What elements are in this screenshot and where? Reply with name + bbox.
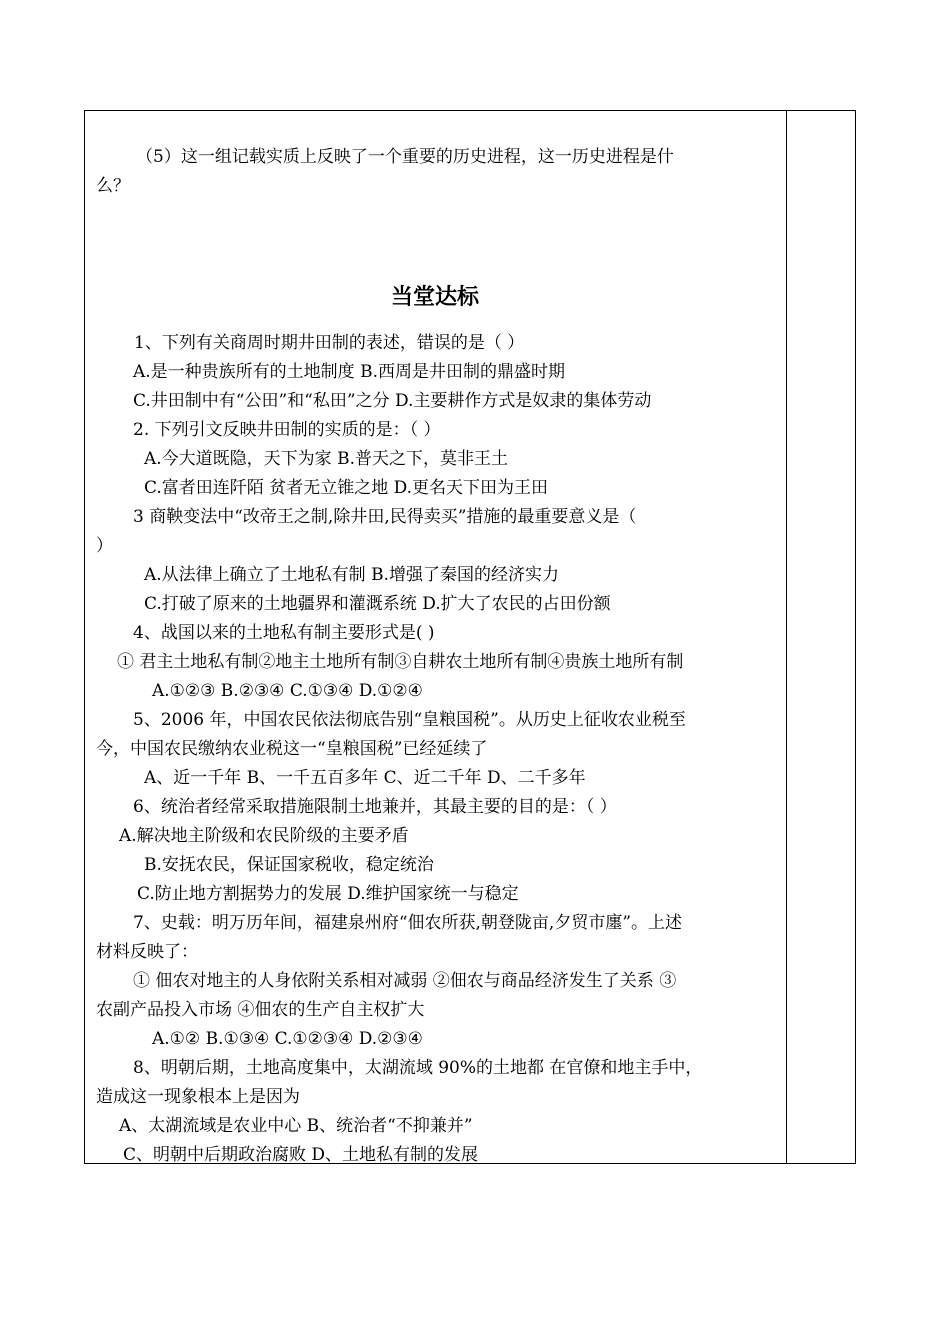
q8-stem-line1: 8、明朝后期，土地高度集中，太湖流域 90%的土地都 在官僚和地主手中， [133,1058,703,1078]
q3-options-ab: A.从法律上确立了土地私有制 B.增强了秦国的经济实力 [144,565,559,585]
q8-stem-line2: 造成这一现象根本上是因为 [96,1087,300,1107]
q6-option-b: B.安抚农民，保证国家税收，稳定统治 [144,855,434,875]
table-column-divider [786,110,787,1164]
q7-stem-line1: 7、史载：明万历年间，福建泉州府“佃农所获,朝登陇亩,夕贸市廛”。上述 [133,913,683,933]
q5-intro-line1: （5）这一组记载实质上反映了一个重要的历史进程，这一历史进程是什 [136,147,674,167]
q6-options-cd: C.防止地方割据势力的发展 D.维护国家统一与稳定 [137,884,519,904]
q4-stem: 4、战国以来的土地私有制主要形式是( ) [133,623,435,643]
q5-intro-line2: 么？ [96,176,130,196]
q6-stem: 6、统治者经常采取措施限制土地兼并，其最主要的目的是：（ ） [133,797,617,817]
q3-stem-line1: 3 商鞅变法中“改帝王之制,除井田,民得卖买”措施的最重要意义是（ [133,507,637,527]
q7-stem-line2: 材料反映了： [96,942,198,962]
q8-options-ab: A、太湖流域是农业中心 B、统治者“不抑兼并” [119,1116,473,1136]
q3-options-cd: C.打破了原来的土地疆界和灌溉系统 D.扩大了农民的占田份额 [144,594,611,614]
q2-options-cd: C.富者田连阡陌 贫者无立锥之地 D.更名天下田为王田 [144,478,549,498]
q4-options: A.①②③ B.②③④ C.①③④ D.①②④ [152,681,423,701]
q1-options-ab: A.是一种贵族所有的土地制度 B.西周是井田制的鼎盛时期 [133,362,565,382]
q5-options: A、近一千年 B、一千五百多年 C、近二千年 D、二千多年 [144,768,586,788]
intro-block [96,143,780,201]
q5-stem-line2: 今，中国农民缴纳农业税这一“皇粮国税”已经延续了 [96,739,488,759]
q3-stem-line2: ） [96,536,113,556]
q5-stem-line1: 5、2006 年，中国农民依法彻底告别“皇粮国税”。从历史上征收农业税至 [133,710,686,730]
questions-block [96,329,780,1170]
section-title: 当堂达标 [390,285,479,310]
q2-stem: 2. 下列引文反映井田制的实质的是：（ ） [133,420,441,440]
q2-options-ab: A.今大道既隐，天下为家 B.普天之下，莫非王土 [144,449,508,469]
q7-items-line1: ① 佃农对地主的人身依附关系相对减弱 ②佃农与商品经济发生了关系 ③ [133,971,677,991]
q7-items-line2: 农副产品投入市场 ④佃农的生产自主权扩大 [96,1000,425,1020]
q7-options: A.①② B.①③④ C.①②③④ D.②③④ [152,1029,423,1049]
q4-items: ① 君主土地私有制②地主土地所有制③自耕农土地所有制④贵族土地所有制 [117,652,684,672]
q1-options-cd: C.井田制中有“公田”和“私田”之分 D.主要耕作方式是奴隶的集体劳动 [133,391,652,411]
q1-stem: 1、下列有关商周时期井田制的表述，错误的是（ ） [134,333,525,353]
q6-option-a: A.解决地主阶级和农民阶级的主要矛盾 [119,826,409,846]
q8-options-cd: C、明朝中后期政治腐败 D、土地私有制的发展 [123,1145,479,1165]
